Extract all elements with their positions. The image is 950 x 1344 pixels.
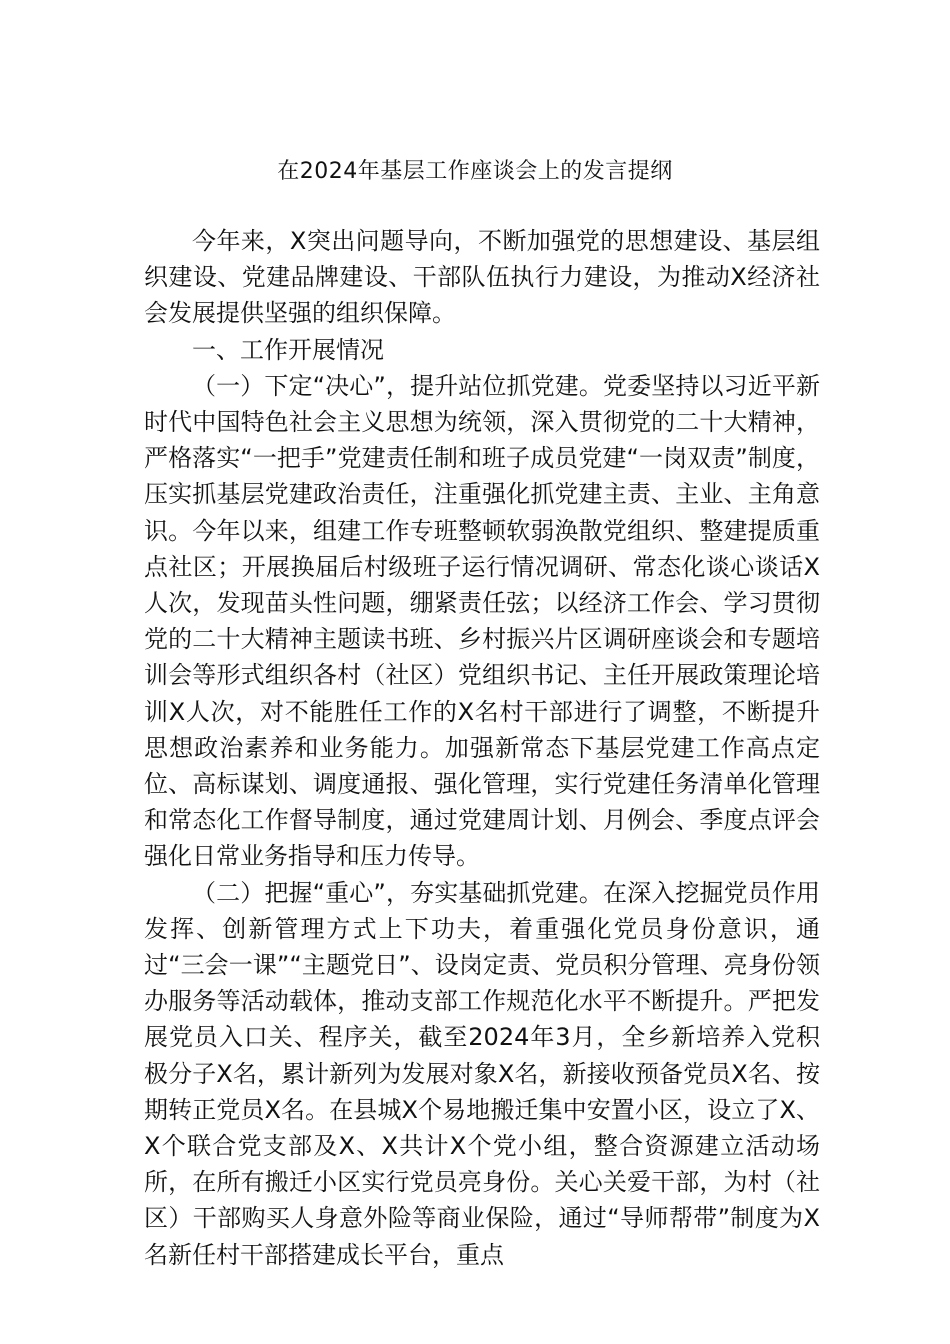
intro-paragraph: 今年来，X突出问题导向，不断加强党的思想建设、基层组织建设、党建品牌建设、干部队伍执行力建设，为推动X经济社会发展提供坚强的组织保障。 [144, 227, 820, 328]
section-heading: 一、工作开展情况 [192, 335, 384, 364]
subsection-2-paragraph: （二）把握“重心”，夯实基础抓党建。在深入挖掘党员作用发挥、创新管理方式上下功夫，着重强化党员身份意识，通过“三会一课”“主题党日”、设岗定责、党员积分管理、亮身份领办服务等活动载体，推动支部工作规范化水平不断提升。严把发展党员入口关、程序关，截至2024年3月，全乡新培养入党积极分子X名，累计新列为发展对象X名，新接收预备党员X名、按期转正党员X名。在县城X个易地搬迁集中安置小区，设立了X、X个联合党支部及X、X共计X个党小组，整合资源建立活动场所，在所有搬迁小区实行党员亮身份。关心关爱干部，为村（社区）干部购买人身意外险等商业保险，通过“导师帮带”制度为X名新任村干部搭建成长平台，重点 [144, 878, 820, 1269]
document-body [144, 223, 820, 1273]
subsection-1-paragraph: （一）下定“决心”，提升站位抓党建。党委坚持以习近平新时代中国特色社会主义思想为统领，深入贯彻党的二十大精神，严格落实“一把手”党建责任制和班子成员党建“一岗双责”制度，压实抓基层党建政治责任，注重强化抓党建主责、主业、主角意识。今年以来，组建工作专班整顿软弱涣散党组织、整建提质重点社区；开展换届后村级班子运行情况调研、常态化谈心谈话X人次，发现苗头性问题，绷紧责任弦；以经济工作会、学习贯彻党的二十大精神主题读书班、乡村振兴片区调研座谈会和专题培训会等形式组织各村（社区）党组织书记、主任开展政策理论培训X人次，对不能胜任工作的X名村干部进行了调整，不断提升思想政治素养和业务能力。加强新常态下基层党建工作高点定位、高标谋划、调度通报、强化管理，实行党建任务清单化管理和常态化工作督导制度，通过党建周计划、月例会、季度点评会强化日常业务指导和压力传导。 [144, 371, 820, 871]
document-title: 在2024年基层工作座谈会上的发言提纲 [277, 159, 673, 184]
